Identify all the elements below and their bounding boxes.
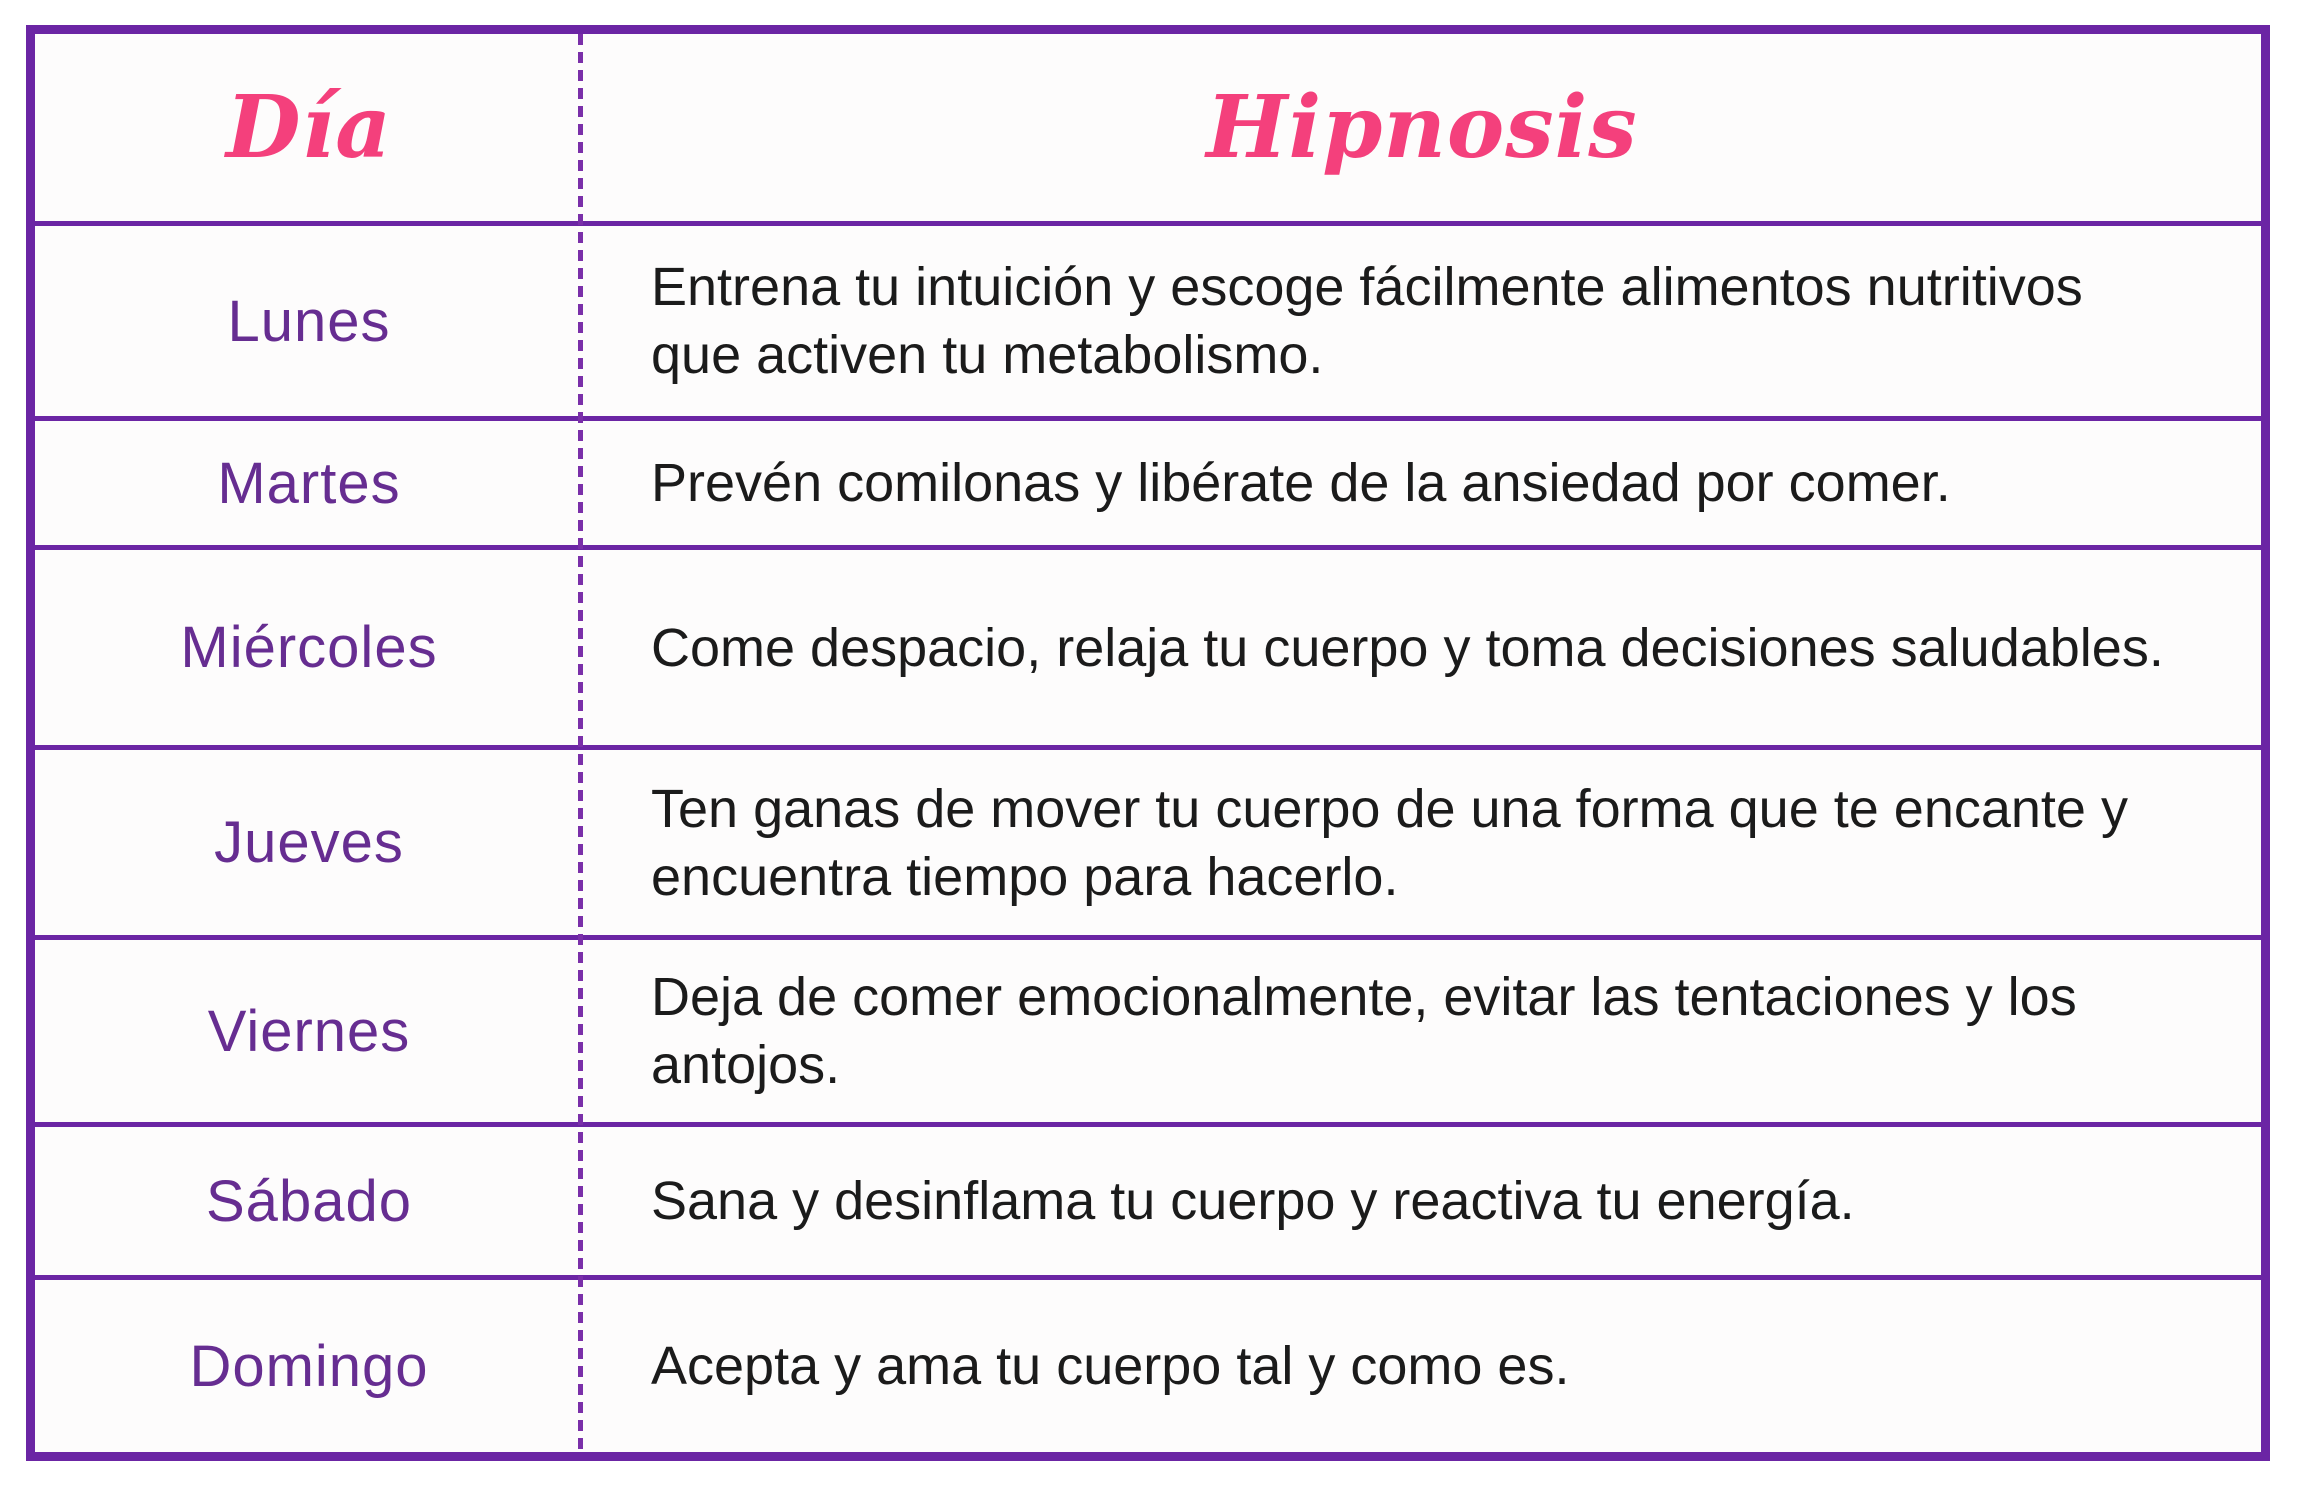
table-row — [35, 221, 2261, 416]
table-row — [35, 1122, 2261, 1275]
day-cell-sabado — [35, 1127, 583, 1275]
hipnosis-text: Prevén comilonas y libérate de la ansiedad por comer. — [651, 453, 1951, 513]
hipnosis-text: Come despacio, relaja tu cuerpo y toma decisiones saludables. — [651, 617, 2164, 678]
hipnosis-text: Sana y desinflama tu cuerpo y reactiva tu energía. — [651, 1171, 1855, 1231]
column-header-hipnosis: Hipnosis — [1206, 77, 1638, 178]
day-cell-viernes — [35, 940, 583, 1122]
day-label: Miércoles — [180, 615, 438, 680]
day-label: Domingo — [189, 1333, 429, 1399]
table-row — [35, 1275, 2261, 1452]
header-cell-dia — [35, 34, 583, 221]
hipnosis-text: Ten ganas de mover tu cuerpo de una forma que te encante y encuentra tiempo para hacerlo. — [651, 778, 2128, 907]
day-cell-miercoles — [35, 550, 583, 745]
day-cell-domingo — [35, 1280, 583, 1452]
hipnosis-cell-miercoles — [583, 550, 2261, 745]
hipnosis-cell-martes — [583, 421, 2261, 545]
table-row — [35, 935, 2261, 1122]
hipnosis-text: Acepta y ama tu cuerpo tal y como es. — [651, 1336, 1570, 1396]
table-row — [35, 545, 2261, 745]
hipnosis-cell-domingo — [583, 1280, 2261, 1452]
column-divider-dashed-line — [578, 34, 583, 1452]
hipnosis-cell-sabado — [583, 1127, 2261, 1275]
header-cell-hipnosis — [583, 34, 2261, 221]
column-header-dia: Día — [226, 77, 392, 178]
hipnosis-text: Entrena tu intuición y escoge fácilmente alimentos nutritivos que activen tu metabolismo. — [651, 257, 2083, 385]
hipnosis-cell-jueves — [583, 750, 2261, 935]
hipnosis-cell-lunes — [583, 226, 2261, 416]
day-cell-jueves — [35, 750, 583, 935]
hipnosis-text: Deja de comer emocionalmente, evitar las tentaciones y los antojos. — [651, 967, 2077, 1095]
hypnosis-schedule-table — [26, 25, 2270, 1461]
table-row — [35, 416, 2261, 545]
table-header-row — [35, 34, 2261, 221]
day-label: Viernes — [207, 998, 411, 1064]
day-cell-lunes — [35, 226, 583, 416]
day-label: Lunes — [227, 288, 391, 354]
table-row — [35, 745, 2261, 935]
day-label: Jueves — [214, 810, 404, 875]
hipnosis-cell-viernes — [583, 940, 2261, 1122]
day-label: Martes — [217, 450, 401, 516]
day-cell-martes — [35, 421, 583, 545]
day-label: Sábado — [206, 1168, 412, 1234]
